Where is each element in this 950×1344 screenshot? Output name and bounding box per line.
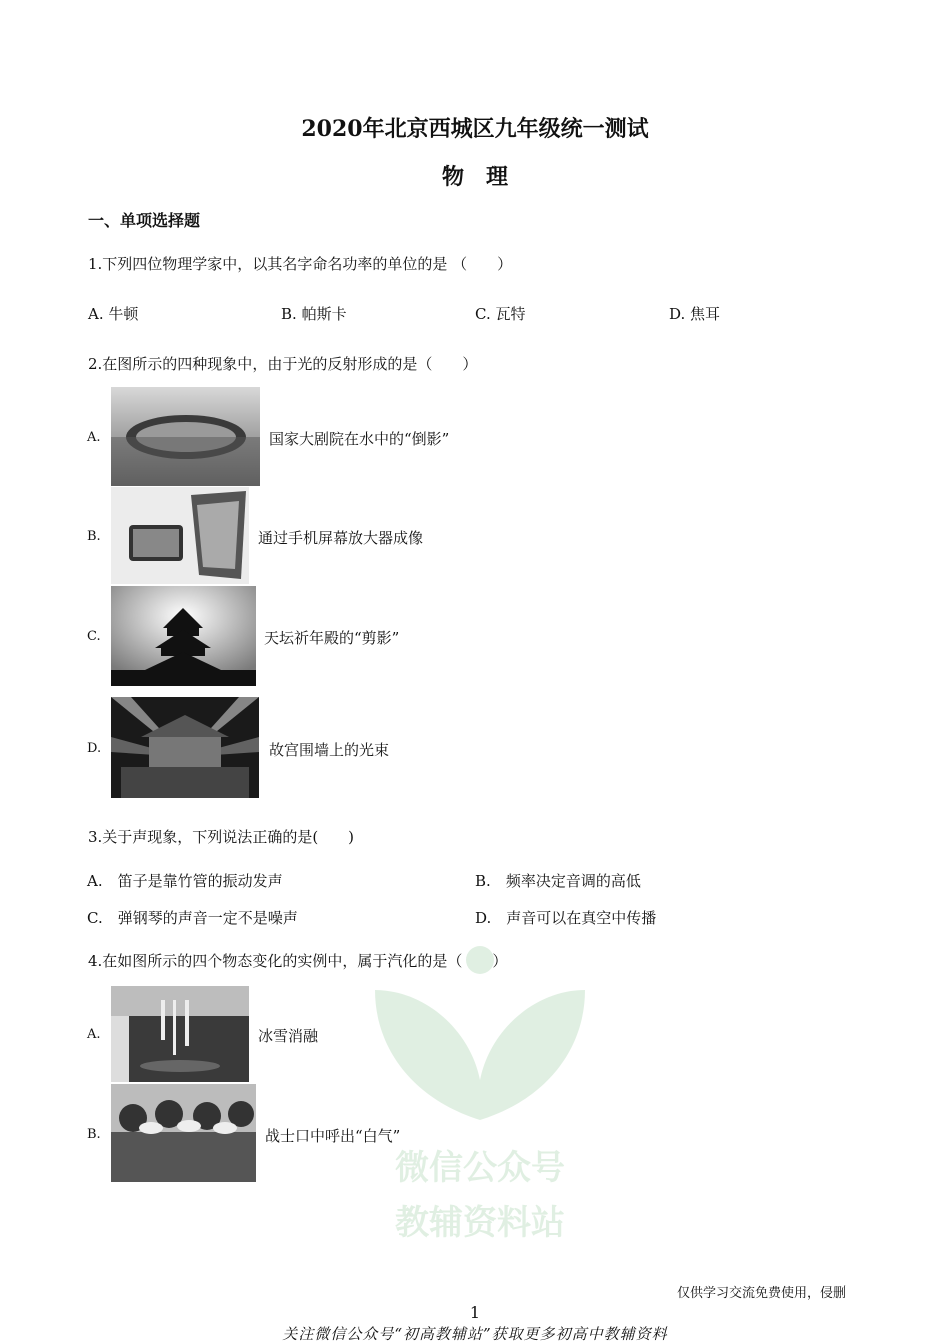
- option-text: 帕斯卡: [301, 305, 347, 323]
- q2-option-a-key: A.: [87, 430, 101, 445]
- question-3-stem: 3.关于声现象，下列说法正确的是( ): [88, 828, 355, 846]
- q4-option-a-text: 冰雪消融: [258, 1027, 319, 1045]
- question-2-stem: 2.在图所示的四种现象中，由于光的反射形成的是（ ）: [88, 355, 478, 373]
- q2-option-a-text: 国家大剧院在水中的“倒影”: [269, 430, 450, 448]
- q4-option-b-text: 战士口中呼出“白气”: [265, 1127, 401, 1145]
- q2-option-b-key: B.: [87, 529, 101, 544]
- question-1-stem: 1.下列四位物理学家中，以其名字命名功率的单位的是 （ ）: [88, 255, 513, 273]
- footer-disclaimer: 仅供学习交流免费使用，侵删: [677, 1286, 847, 1301]
- q1-option-d: [669, 303, 720, 324]
- exam-title: 2020年北京西城区九年级统一测试: [301, 116, 649, 142]
- option-text: 频率决定音调的高低: [505, 872, 641, 890]
- opera-house-reflection-photo: [111, 387, 260, 486]
- option-key: B.: [475, 872, 491, 890]
- melting-ice-photo: [111, 986, 249, 1082]
- forbidden-city-lights-photo: [111, 697, 259, 798]
- option-text: 声音可以在真空中传播: [506, 909, 657, 927]
- q3-option-a: [87, 870, 283, 891]
- question-4-stem: 4.在如图所示的四个物态变化的实例中，属于汽化的是（ ）: [88, 952, 508, 970]
- option-text: 弹钢琴的声音一定不是噪声: [117, 909, 298, 927]
- q2-option-d-text: 故宫围墙上的光束: [269, 741, 390, 759]
- watermark: [355, 930, 605, 1250]
- q4-option-a-key: A.: [87, 1027, 101, 1042]
- q4-option-b-key: B.: [87, 1127, 101, 1142]
- option-text: 牛顿: [108, 305, 139, 323]
- q3-option-b: [475, 870, 641, 891]
- option-key: A.: [88, 305, 104, 323]
- option-key: A.: [87, 872, 103, 890]
- phone-magnifier-photo: [111, 487, 249, 584]
- option-key: D.: [669, 305, 686, 323]
- page-number: 1: [469, 1303, 481, 1322]
- option-key: D.: [475, 909, 492, 927]
- temple-silhouette-photo: [111, 586, 256, 686]
- option-key: B.: [281, 305, 297, 323]
- option-text: 焦耳: [690, 305, 721, 323]
- watermark-line1: 微信公众号: [395, 1148, 565, 1188]
- option-text: 笛子是靠竹管的振动发声: [117, 872, 283, 890]
- option-text: 瓦特: [495, 305, 526, 323]
- q3-option-d: [475, 907, 656, 928]
- option-key: C.: [475, 305, 491, 323]
- footer-ad: 关注微信公众号“初高教辅站”获取更多初高中教辅资料: [282, 1325, 668, 1343]
- watermark-line2: 教辅资料站: [395, 1203, 565, 1243]
- option-key: C.: [87, 909, 103, 927]
- q2-option-c-text: 天坛祈年殿的“剪影”: [264, 629, 400, 647]
- soldiers-breath-photo: [111, 1084, 256, 1182]
- q1-option-a: [88, 303, 138, 324]
- subject-title: 物 理: [441, 164, 508, 190]
- q2-option-c-key: C.: [87, 629, 101, 644]
- q3-option-c: [87, 907, 298, 928]
- q1-option-c: [475, 303, 526, 324]
- q2-option-d-key: D.: [87, 741, 102, 756]
- section-heading: 一、单项选择题: [88, 211, 201, 230]
- q2-option-b-text: 通过手机屏幕放大器成像: [258, 529, 424, 547]
- q1-option-b: [281, 303, 347, 324]
